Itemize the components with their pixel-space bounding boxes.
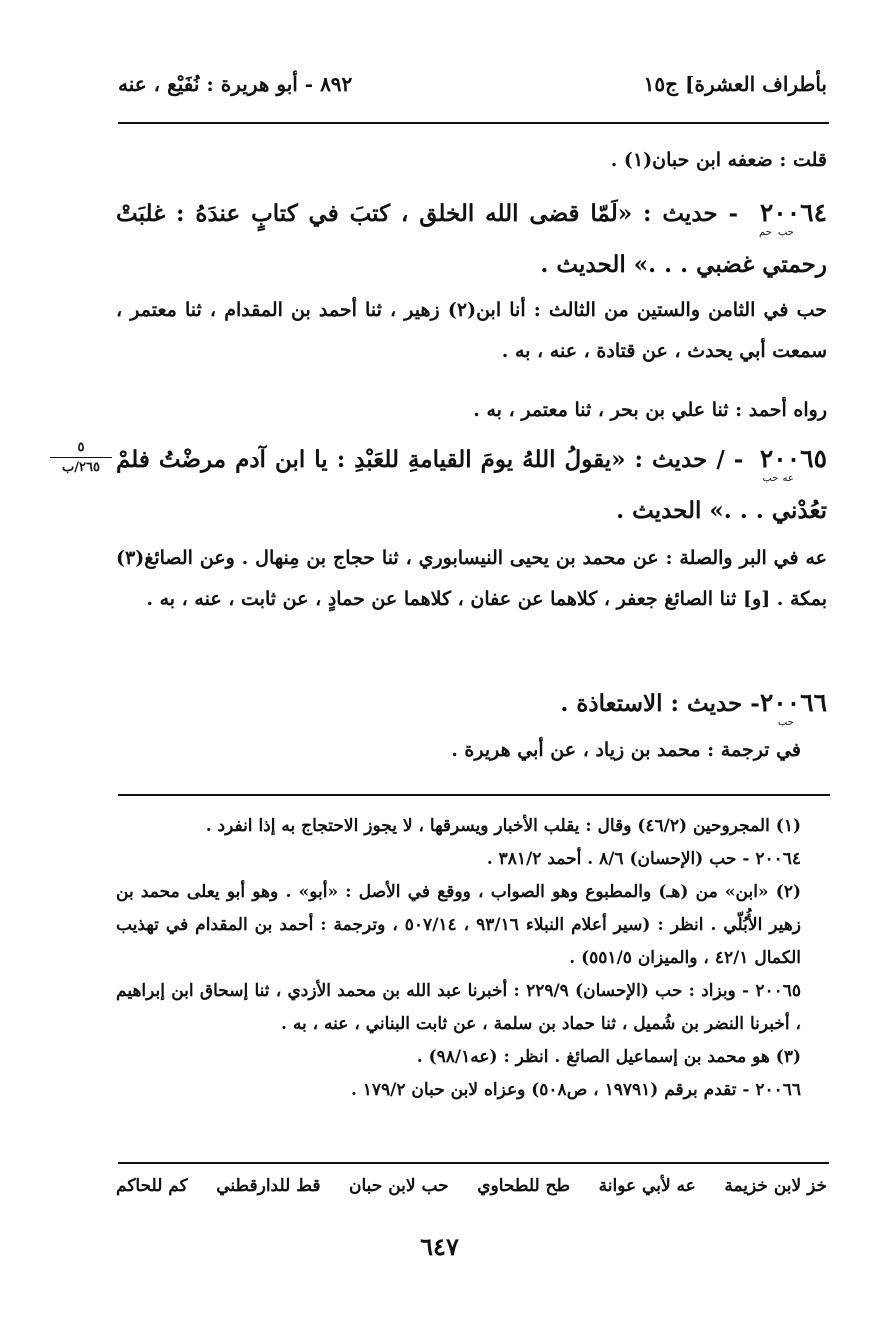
paragraph-note [116, 140, 827, 181]
hadith-20064 [116, 190, 827, 288]
paragraph-text: رواه أحمد : ثنا علي بن بحر ، ثنا معتمر ، به . [473, 399, 827, 421]
legend-item: حب لابن حبان [348, 1176, 449, 1196]
hadith-20066 [116, 680, 827, 732]
source-codes: حب [777, 717, 794, 728]
page-number: ٦٤٧ [420, 1232, 459, 1261]
paragraph-text: حب في الثامن والستين من الثالث : أنا ابن(٢) زهير ، ثنا أحمد بن المقدام ، ثنا معتمر ، سمعت أبي يحدث ، عن قتادة ، عنه ، به . [116, 299, 827, 362]
hadith-20065 [116, 436, 827, 534]
folio-marker-bottom: ٢٦٥/ب [62, 460, 100, 475]
running-header-title: بأطراف العشرة] ج١٥ [643, 72, 827, 96]
hadith-text: - / حديث : «يقولُ اللهُ يومَ القيامةِ للعَبْدِ : يا ابن آدم مرضْتُ فلمْ تعُدْني . . .» الحديث . [116, 446, 827, 524]
hadith-text: - حديث : «لَمّا قضى الله الخلق ، كتبَ في كتابٍ عندَهُ : غلبَتْ رحمتي غضبي . . .» الحديث . [116, 200, 827, 278]
legend-item: طح للطحاوي [477, 1176, 571, 1196]
paragraph-text: قلت : ضعفه ابن حبان(١) . [610, 149, 827, 171]
paragraph-text: في ترجمة : محمد بن زياد ، عن أبي هريرة . [451, 739, 801, 761]
legend-item: كم للحاكم [116, 1176, 188, 1196]
legend-rule [118, 1162, 829, 1164]
isnad-paragraph [116, 390, 827, 431]
isnad-paragraph [116, 538, 827, 620]
footnote: (٣) هو محمد بن إسماعيل الصائغ . انظر : (عه٩٨/١) . [416, 1047, 801, 1067]
hadith-number: ٢٠٠٦٦ [759, 688, 827, 717]
paragraph-text: عه في البر والصلة : عن محمد بن يحيى النيسابوري ، ثنا حجاج بن مِنهال . وعن الصائغ(٣) بمكة . [و] ثنا الصائغ جعفر ، كلاهما عن عفان ، كلاهما عن حمادٍ ، عن ثابت ، عنه ، به . [116, 547, 827, 610]
running-header-section: ٨٩٢ - أبو هريرة : نُفَيْع ، عنه [118, 72, 353, 96]
footnote: (١) المجروحين (٤٦/٢) وقال : يقلب الأخبار ويسرقها ، لا يجوز الاحتجاج به إذا انفرد . [205, 816, 801, 836]
legend-item: عه لأبي عوانة [598, 1176, 696, 1196]
legend-item: خز لابن خزيمة [724, 1176, 827, 1196]
legend-item: قط للدارقطني [216, 1176, 321, 1196]
isnad-paragraph [116, 730, 801, 771]
abbreviation-legend [116, 1176, 827, 1196]
footnotes [116, 810, 827, 1107]
footnote-rule [118, 794, 830, 796]
footnote: ٢٠٠٦٦ - تقدم برقم (١٩٧٩١ ، ص٥٠٨) وعزاه لابن حبان ١٧٩/٢ . [350, 1080, 801, 1100]
manuscript-folio-marker [50, 440, 112, 475]
footnote: ٢٠٠٦٥ - وبزاد : حب (الإحسان) ٢٢٩/٩ : أخبرنا عبد الله بن محمد الأزدي ، ثنا إسحاق ابن إبراهيم ، أخبرنا النضر بن شُميل ، ثنا حماد بن سلمة ، عن ثابت البناني ، عنه ، به . [116, 981, 801, 1034]
hadith-text: - حديث : الاستعاذة . [560, 690, 760, 717]
source-codes: حب حم [758, 227, 794, 238]
folio-marker-top: ٥ [50, 440, 112, 458]
source-codes: عه حب [762, 473, 794, 484]
footnote: (٢) «ابن» من (هـ) والمطبوع وهو الصواب ، ووقع في الأصل : «أبو» . وهو أبو يعلى محمد بن زهير الأُبُلّي . انظر : (سير أعلام النبلاء ٩٣/١٦ ، ٥٠٧/١٤ ، وترجمة : أحمد بن المقدام في تهذيب الكمال ٤٢/١ ، والميزان ٥٥١/٥) . [116, 882, 801, 968]
isnad-paragraph [116, 290, 827, 372]
hadith-number: ٢٠٠٦٤ [759, 198, 827, 227]
footnote: ٢٠٠٦٤ - حب (الإحسان) ٨/٦ . أحمد ٣٨١/٢ . [486, 849, 801, 869]
header-rule [118, 122, 829, 124]
hadith-number: ٢٠٠٦٥ [759, 444, 828, 473]
